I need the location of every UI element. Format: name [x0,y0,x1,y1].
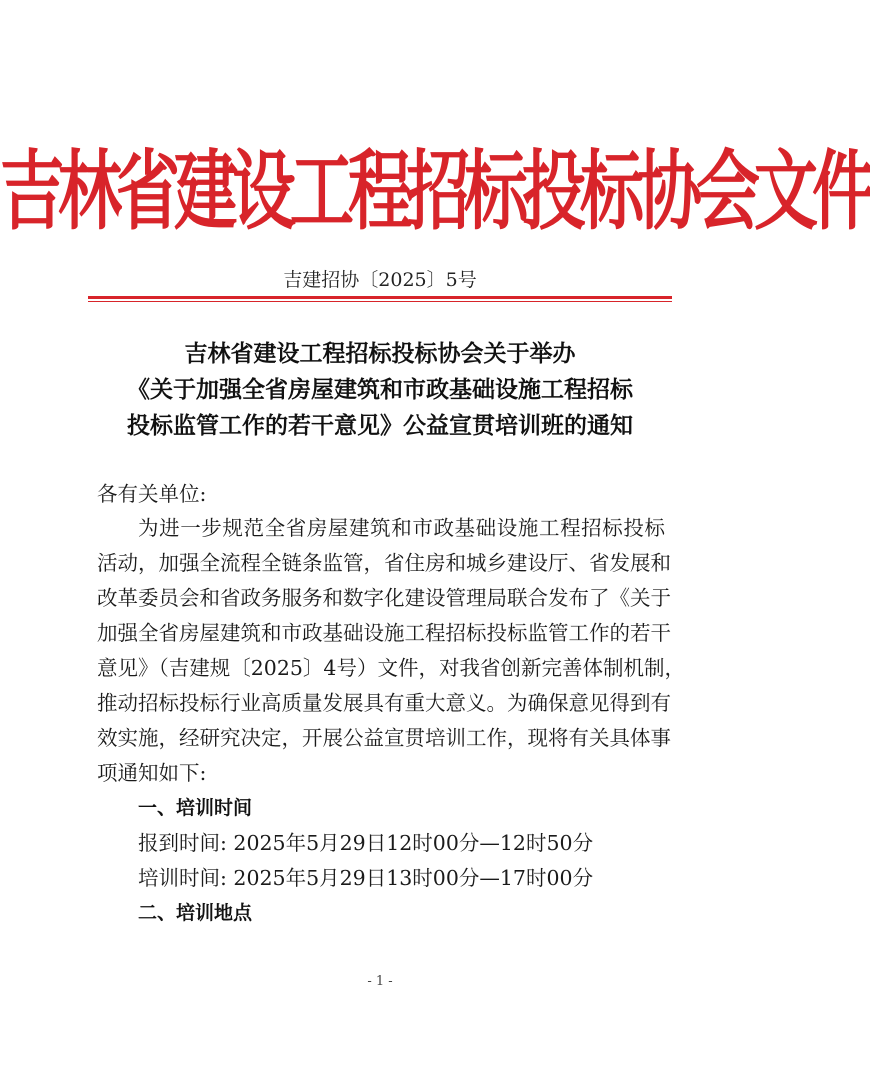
red-separator-thick [88,296,672,299]
body-line-7: 效实施，经研究决定，开展公益宣贯培训工作，现将有关具体事 [97,726,671,750]
page-number: - 1 - [367,974,393,989]
masthead-title: 吉林省建设工程招标投标协会文件 [0,141,870,243]
training-time: 培训时间: 2025年5月29日13时00分—17时00分 [138,866,594,890]
body-line-2: 活动，加强全流程全链条监管，省住房和城乡建设厅、省发展和 [97,551,671,575]
body-line-6: 推动招标投标行业高质量发展具有重大意义。为确保意见得到有 [97,691,671,715]
body-line-5: 意见》（吉建规〔2025〕4号）文件，对我省创新完善体制机制， [97,656,685,680]
notice-title-line-2: 《关于加强全省房屋建筑和市政基础设施工程招标 [127,376,633,403]
red-separator-thin [88,301,672,302]
body-line-3: 改革委员会和省政务服务和数字化建设管理局联合发布了《关于 [97,586,671,610]
body-line-8: 项通知如下: [97,761,207,785]
registration-time: 报到时间: 2025年5月29日12时00分—12时50分 [138,831,594,855]
notice-title-line-1: 吉林省建设工程招标投标协会关于举办 [184,340,576,367]
salutation: 各有关单位: [97,482,207,506]
notice-title-line-3: 投标监管工作的若干意见》公益宣贯培训班的通知 [127,412,633,439]
body-line-1: 为进一步规范全省房屋建筑和市政基础设施工程招标投标 [138,516,665,540]
section-heading-training-time: 一、培训时间 [138,797,253,819]
body-line-4: 加强全省房屋建筑和市政基础设施工程招标投标监管工作的若干 [97,621,671,645]
document-number: 吉建招协〔2025〕5号 [283,269,477,291]
section-heading-training-location: 二、培训地点 [138,902,253,924]
